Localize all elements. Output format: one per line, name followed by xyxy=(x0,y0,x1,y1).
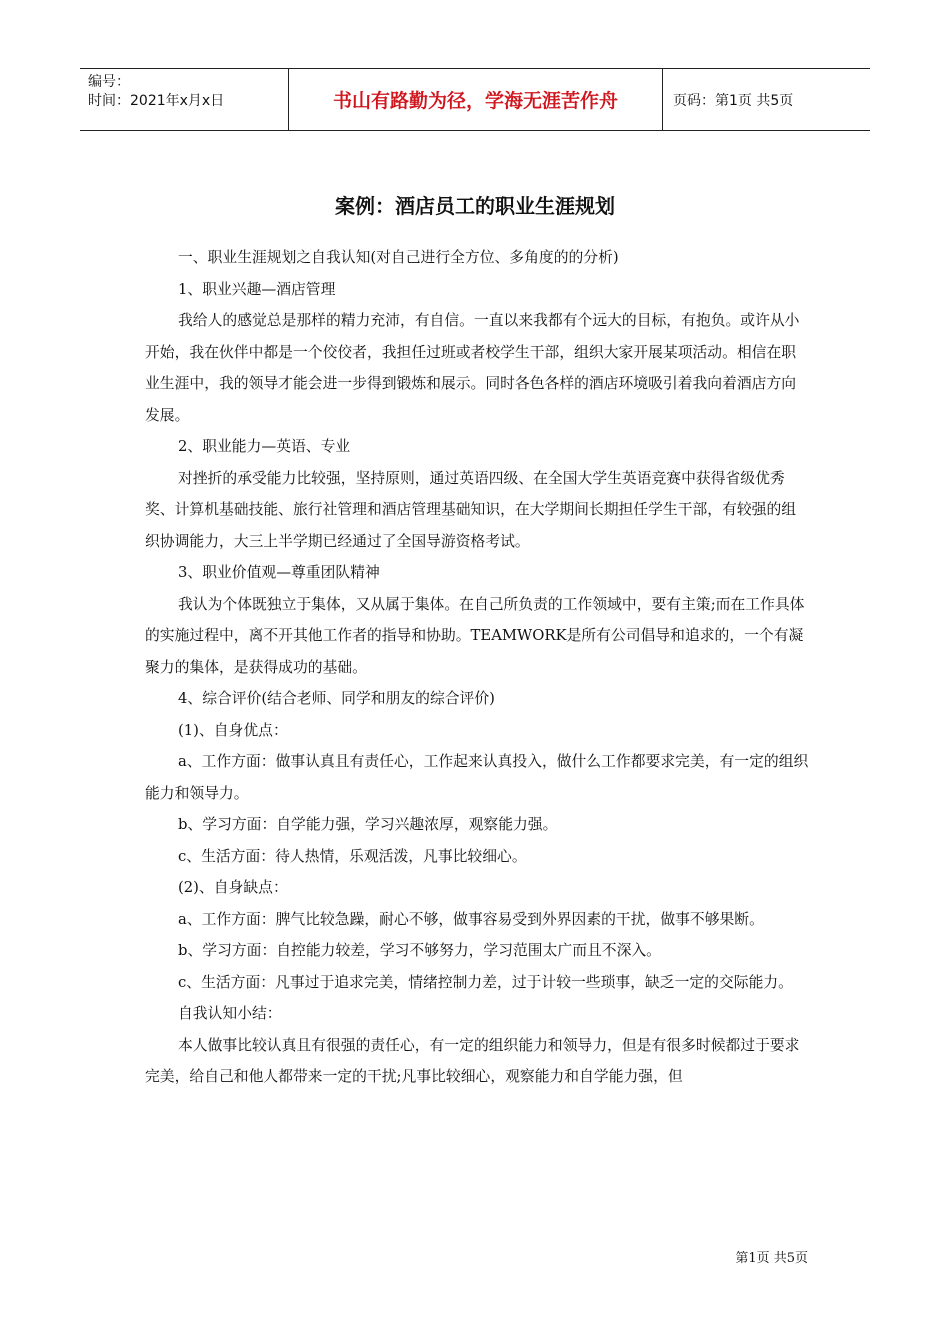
list-heading: (1)、自身优点： xyxy=(178,721,288,739)
subheading: 4、综合评价(结合老师、同学和朋友的综合评价) xyxy=(178,690,495,707)
list-item: b、学习方面：自控能力较差，学习不够努力，学习范围太广而且不深入。 xyxy=(178,942,661,959)
time-label: 时间：2021年x月x日 xyxy=(88,93,225,109)
page-footer: 第1页 共5页 xyxy=(735,1251,808,1266)
section-heading: 一、职业生涯规划之自我认知(对自己进行全方位、多角度的的分析) xyxy=(178,249,619,266)
header-page-label: 页码：第1页 共5页 xyxy=(673,92,794,109)
subheading: 1、职业兴趣—酒店管理 xyxy=(178,280,336,298)
paragraph: 本人做事比较认真且有很强的责任心，有一定的组织能力和领导力，但是有很多时候都过于要求完美，给自己和他人都带来一定的干扰;凡事比较细心，观察能力和自学能力强，但 xyxy=(145,1036,800,1085)
document-body xyxy=(145,242,810,1093)
list-item: a、工作方面：做事认真且有责任心，工作起来认真投入，做什么工作都要求完美，有一定的组织能力和领导力。 xyxy=(145,753,809,802)
paragraph: 我给人的感觉总是那样的精力充沛，有自信。一直以来我都有个远大的目标，有抱负。或许从小开始，我在伙伴中都是一个佼佼者，我担任过班或者校学生干部，组织大家开展某项活动。相信在职业生涯中，我的领导才能会进一步得到锻炼和展示。同时各色各样的酒店环境吸引着我向着酒店方向发展。 xyxy=(145,312,800,424)
list-item: a、工作方面：脾气比较急躁，耐心不够，做事容易受到外界因素的干扰，做事不够果断。 xyxy=(178,910,764,928)
subheading: 2、职业能力—英语、专业 xyxy=(178,438,351,455)
list-heading: (2)、自身缺点： xyxy=(178,879,288,896)
list-item: c、生活方面：待人热情，乐观活泼，凡事比较细心。 xyxy=(178,847,527,865)
paragraph: 对挫折的承受能力比较强，坚持原则，通过英语四级、在全国大学生英语竞赛中获得省级优秀奖、计算机基础技能、旅行社管理和酒店管理基础知识，在大学期间长期担任学生干部，有较强的组织协调能力，大三上半学期已经通过了全国导游资格考试。 xyxy=(145,469,797,550)
header-meta xyxy=(80,69,289,130)
document-title: 案例：酒店员工的职业生涯规划 xyxy=(335,194,615,218)
summary-heading: 自我认知小结： xyxy=(178,1005,282,1022)
paragraph: 我认为个体既独立于集体，又从属于集体。在自己所负责的工作领域中，要有主策;而在工作具体的实施过程中，离不开其他工作者的指导和协助。TEAMWORK是所有公司倡导和追求的，一个有凝聚力的集体，是获得成功的基础。 xyxy=(145,595,805,676)
page-header xyxy=(80,68,870,131)
number-label: 编号： xyxy=(88,74,130,90)
list-item: c、生活方面：凡事过于追求完美，情绪控制力差，过于计较一些琐事，缺乏一定的交际能力。 xyxy=(178,973,793,991)
header-motto: 书山有路勤为径，学海无涯苦作舟 xyxy=(289,69,663,130)
list-item: b、学习方面：自学能力强，学习兴趣浓厚，观察能力强。 xyxy=(178,816,558,833)
subheading: 3、职业价值观—尊重团队精神 xyxy=(178,564,380,581)
